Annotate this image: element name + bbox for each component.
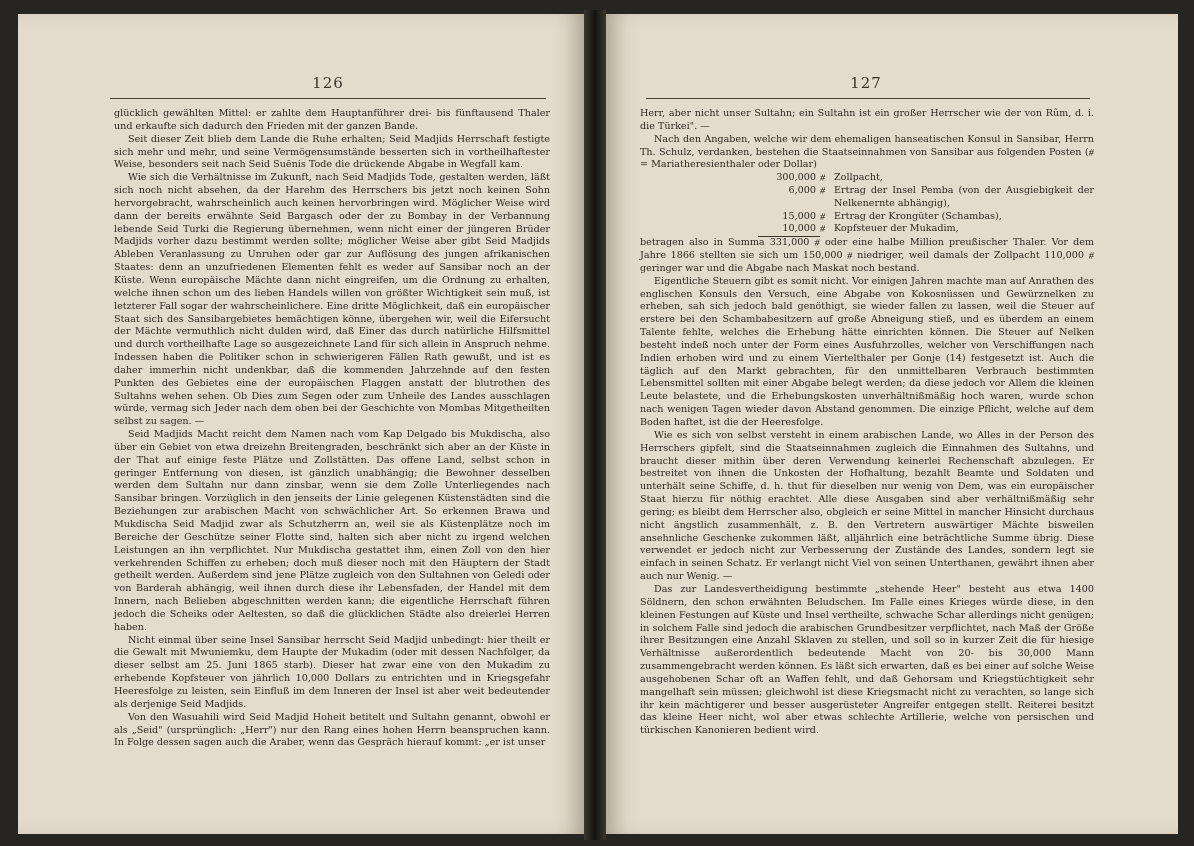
revenue-item: Ertrag der Insel Pemba (von der Ausgiebigkeit der Nelkenernte abhängig),	[834, 185, 1094, 209]
paragraph: Eigentliche Steuern gibt es somit nicht. Vor einigen Jahren machte man auf Anrathen des englischen Konsuls den Versuch, eine Abgabe von Kokosnüssen und Gewürznelken zu erheben, sah sich jedoch bald genöthigt, sie wieder fallen zu lassen, weil die Steuer auf erstere bei den Schambabesitzern auf große Abneigung stieß, und es überdem an einem Talente fehlte, welches die Erhebung hätte einrichten können. Die Steuer auf Nelken besteht indeß noch unter der Form eines Ausfuhrzolles, welcher von Verschiffungen nach Indien erhoben wird und zu einem Viertelthaler per Gonje (14) festgesetzt ist. Auch die täglich auf den Markt gebrachten, für den unmittelbaren Verbrauch bestimmten Lebensmittel sollten mit einer Abgabe belegt werden; da diese jedoch vor Allem die kleinen Leute belastete, und die Erhebungskosten unverhältnißmäßig hoch waren, wurde schon nach wenigen Tagen wieder davon Abstand genommen. Die einzige Pflicht, welche auf dem Boden haftet, ist die der Heeresfolge.	[640, 275, 1094, 429]
right-page-text	[640, 108, 1094, 738]
revenue-table	[758, 172, 1094, 237]
currency-symbol: ⧣	[820, 185, 826, 197]
left-page-text	[114, 108, 550, 750]
table-row	[758, 223, 1094, 236]
currency-symbol: ⧣	[820, 172, 826, 184]
revenue-amount: 6,000	[788, 185, 816, 197]
currency-symbol: ⧣	[820, 210, 826, 222]
table-row	[758, 172, 1094, 185]
currency-symbol: ⧣	[820, 223, 826, 235]
revenue-amount: 10,000	[758, 223, 820, 236]
paragraph: Das zur Landesvertheidigung bestimmte „stehende Heer" besteht aus etwa 1400 Söldnern, den schon erwähnten Beludschen. Im Falle eines Krieges würde diese, in den kleinen Festungen auf Küste und Insel vertheilte, schwache Schar allerdings nicht genügen; in solchem Falle sind jedoch die arabischen Grundbesitzer verpflichtet, nach Maß der Größe ihrer Besitzungen eine Anzahl Sklaven zu stellen, und soll so in kurzer Zeit die für hiesige Verhältnisse außerordentlich bedeutende Macht von 20- bis 30,000 Mann zusammengebracht werden können. Es läßt sich erwarten, daß es bei einer auf solche Weise ausgehobenen Schar oft an Waffen fehlt, und daß Gehorsam und Kriegstüchtigkeit sehr mangelhaft sein müssen; gleichwohl ist diese Kriegsmacht nicht zu verachten, so lange sich ihr kein mächtigerer und besser ausgerüsteter Angreifer entgegen stellt. Reiterei besitzt das kleine Heer nicht, wol aber etwas schlechte Artillerie, welche von persischen und türkischen Kanonieren bedient wird.	[640, 583, 1094, 737]
revenue-item: Zollpacht,	[834, 172, 883, 184]
paragraph: Nicht einmal über seine Insel Sansibar herrscht Seid Madjid unbedingt: hier theilt er die Gewalt mit Mwuniemku, dem Haupte der Mukadim (oder mit dessen Nachfolger, da dieser selbst am 25. Juni 1865 starb). Dieser hat zwar eine von den Mukadim zu erhebende Kopfsteuer von jährlich 10,000 Dollars zu entrichten und in Kriegsgefahr Heeresfolge zu leisten, sein Einfluß im dem Inneren der Insel ist aber weit bedeutender als derjenige Seid Madjids.	[114, 634, 550, 710]
paragraph: betragen also in Summa 331,000 ⧣ oder eine halbe Million preußischer Thaler. Vor dem Jahre 1866 stellten sie sich um 150,000 ⧣ niedriger, weil damals der Zollpacht 110,000 ⧣ geringer war und die Abgabe nach Maskat noch bestand.	[640, 237, 1094, 274]
table-row	[758, 211, 1094, 224]
paragraph: glücklich gewählten Mittel: er zahlte dem Hauptanführer drei- bis fünftausend Thaler und erkaufte sich dadurch den Frieden mit der ganzen Bande.	[114, 108, 550, 132]
paragraph: Nach den Angaben, welche wir dem ehemaligen hanseatischen Konsul in Sansibar, Herrn Th. Schulz, verdanken, bestehen die Staatseinnahmen von Sansibar aus folgenden Posten (⧣ = Mariatheresienthaler oder Dollar)	[640, 133, 1094, 171]
right-page	[606, 14, 1178, 834]
book-gutter	[584, 10, 606, 840]
page-number-left: 126	[312, 74, 344, 92]
revenue-item: Kopfsteuer der Mukadim,	[834, 223, 959, 235]
revenue-item: Ertrag der Krongüter (Schambas),	[834, 210, 1002, 222]
paragraph: Wie sich die Verhältnisse im Zukunft, nach Seid Madjids Tode, gestalten werden, läßt sich noch nicht absehen, da der Harehm des Herrschers bis jetzt noch keinen Sohn hervorgebracht, wahrscheinlich auch keinen hervorbringen wird. Möglicher Weise wird dann der bereits erwähnte Seid Bargasch oder der zu Bombay in der Verbannung lebende Seid Turki die Regierung übernehmen, wenn nicht einer der jüngeren Brüder Madjids vorher dazu bestimmt werden sollte; möglicher Weise aber gibt Seid Madjids Ableben Veranlassung zu Unruhen oder gar zur Auflösung des jungen afrikanischen Staates: denn an unzufriedenen Elementen fehlt es weder auf Sansibar noch an der Küste. Wenn europäische Mächte dann nicht eingreifen, um die Ordnung zu erhalten, welche ihnen schon um des lieben Handels willen von größter Wichtigkeit sein muß, ist letzterer Fall sogar der wahrscheinlichere. Eine dritte Möglichkeit, daß ein europäischer Staat sich des Sansibargebietes bemächtigen könne, übergehen wir, weil die Eifersucht der Mächte vermuthlich nicht dulden wird, daß Einer das durch natürliche Hilfsmittel und durch vortheilhafte Lage so ausgezeichnete Land für sich allein in Anspruch nehme. Indessen haben die Politiker schon in schwierigeren Fällen Rath gewußt, und ist es daher immerhin nicht undenkbar, daß die kommenden Jahrzehnde auf den festen Punkten des Gebietes eine der europäischen Flaggen anstatt der blutrothen des Sultahns wehen sehen. Ob Dies zum Segen oder zum Unheile des Landes ausschlagen würde, vermag sich Jeder nach dem oben bei der Geschichte von Mombas Mitgetheilten selbst zu sagen. —	[114, 172, 550, 428]
paragraph: Seid Madjids Macht reicht dem Namen nach vom Kap Delgado bis Mukdischa, also über ein Gebiet von etwa dreizehn Breitengraden, beschränkt sich aber an der Küste in der That auf einige feste Plätze und Zollstätten. Das offene Land, selbst schon in geringer Entfernung von diesen, ist gänzlich unabhängig; die Bewohner desselben werden dem Sultahn nur dann zinsbar, wenn sie dem Zolle Unterliegendes nach Sansibar bringen. Vorzüglich in den jenseits der Linie gelegenen Küstenstädten sind die Beziehungen zur arabischen Macht von schwächlicher Art. So erkennen Brawa und Mukdischa Seid Madjid zwar als Schutzherrn an, weil sie als Küstenplätze noch im Bereiche der Geschütze seiner Flotte sind, halten sich aber nicht zu irgend welchen Leistungen an ihn verpflichtet. Nur Mukdischa gestattet ihm, einen Zoll von den hier verkehrenden Schiffen zu erheben; doch muß dieser noch mit den Häuptern der Stadt getheilt werden. Außerdem sind jene Plätze zugleich von den Sultahnen von Geledi oder von Barderah abhängig, weil ihnen durch diese ihr Lebensfaden, der Handel mit dem Innern, nach Belieben abgeschnitten werden kann; die eigentliche Herrschaft führen jedoch die Scheiks oder Aeltesten, so daß die glücklichen Städte also dreierlei Herren haben.	[114, 429, 550, 633]
header-rule-right	[646, 98, 1090, 99]
paragraph: Seit dieser Zeit blieb dem Lande die Ruhe erhalten; Seid Madjids Herrschaft festigte sich mehr und mehr, und seine Vermögensumstände besserten sich in vortheilhaftester Weise, besonders seit nach Seid Suēnis Tode die drückende Abgabe in Wegfall kam.	[114, 133, 550, 171]
paragraph: Wie es sich von selbst versteht in einem arabischen Lande, wo Alles in der Person des Herrschers gipfelt, sind die Staatseinnahmen zugleich die Einnahmen des Sultahns, und braucht dieser mithin über deren Verwendung keinerlei Rechenschaft abzulegen. Er bestreitet von ihnen die Unkosten der Hofhaltung, bezahlt Beamte und Soldaten und unterhält seine Schiffe, d. h. thut für dieselben nur wenig von Dem, was ein europäischer Staat hierzu für nöthig erachtet. Alle diese Ausgaben sind aber verhältnißmäßig sehr gering; es bleibt dem Herrscher also, obgleich er seine Mittel in mancher Hinsicht durchaus nicht ängstlich zusammenhält, z. B. den Vertretern auswärtiger Mächte bisweilen ansehnliche Geschenke zukommen läßt, alljährlich eine beträchtliche Summe übrig. Diese verwendet er jedoch nicht zur Verbesserung der Zustände des Landes, sondern legt sie einfach in seinen Schatz. Er verlangt nicht Viel von seinen Unterthanen, gewährt ihnen aber auch nur Wenig. —	[640, 429, 1094, 583]
revenue-amount: 15,000	[782, 210, 816, 222]
left-page	[18, 14, 584, 834]
page-number-right: 127	[850, 74, 882, 92]
header-rule-left	[110, 98, 546, 99]
revenue-amount: 300,000	[776, 172, 816, 184]
paragraph: Von den Wasuahili wird Seid Madjid Hoheit betitelt und Sultahn genannt, obwohl er als „Seid" (ursprünglich: „Herr") nur den Rang eines hohen Herrn beanspruchen kann. In Folge dessen sagen auch die Araber, wenn das Gespräch hierauf kommt: „er ist unser	[114, 711, 550, 749]
table-row	[758, 185, 1094, 211]
paragraph: Herr, aber nicht unser Sultahn; ein Sultahn ist ein großer Herrscher wie der von Rûm, d. i. die Türkei". —	[640, 108, 1094, 132]
